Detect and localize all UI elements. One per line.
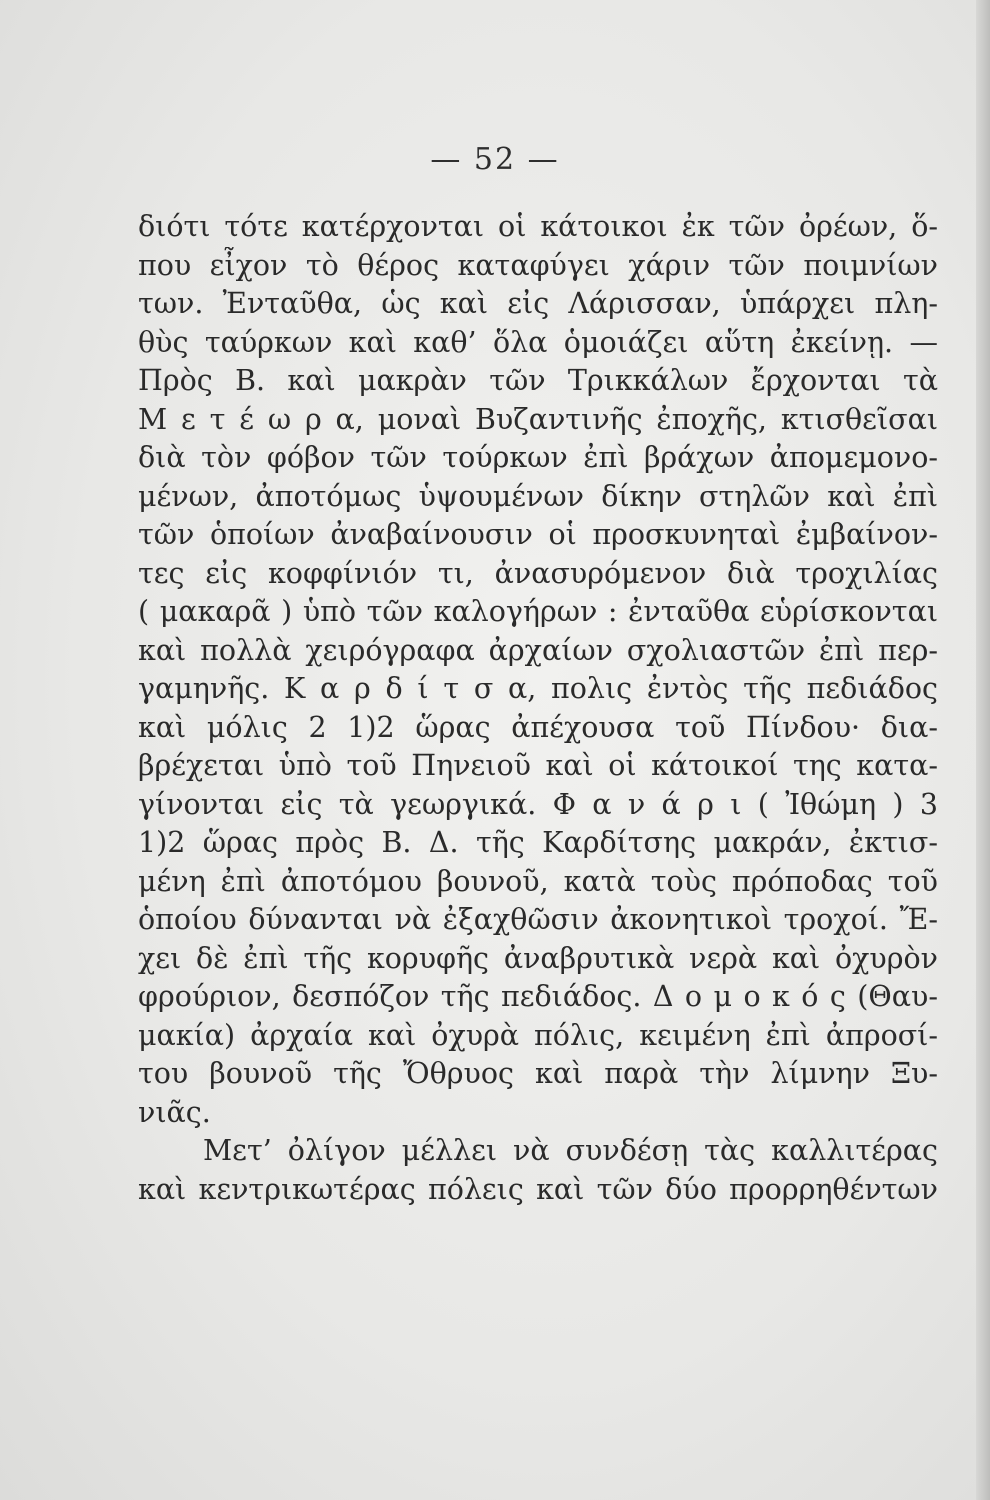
text-line: μένη ἐπὶ ἀποτόμου βουνοῦ, κατὰ τοὺς πρόποδας τοῦ [138,864,938,898]
page-number: — 52 — [430,142,560,177]
text-line: βρέχεται ὑπὸ τοῦ Πηνειοῦ καὶ οἱ κάτοικοί της κατα- [138,749,938,782]
text-line: τες εἰς κοφφίνιόν τι, ἀνασυρόμενον διὰ τροχιλίας [138,556,938,590]
text-line: τῶν ὁποίων ἀναβαίνουσιν οἱ προσκυνηταὶ ἐμβαίνον- [138,518,938,551]
text-line: Μ ε τ έ ω ρ α, μοναὶ Βυζαντινῆς ἐποχῆς, κτισθεῖσαι [138,402,938,436]
text-line: ὁποίου δύνανται νὰ ἐξαχθῶσιν ἀκονητικοὶ τροχοί. Ἔ- [138,903,938,936]
text-line: του βουνοῦ τῆς Ὄθρυος καὶ παρὰ τὴν λίμνην Ξυ- [138,1057,938,1090]
text-line: Μετ’ ὀλίγον μέλλει νὰ συνδέσῃ τὰς καλλιτέρας [203,1134,938,1167]
text-line: νιᾶς. [138,1095,211,1129]
text-line: γαμηνῆς. Κ α ρ δ ί τ σ α, πολις ἐντὸς τῆς πεδιάδος [138,672,938,705]
text-line: που εἶχον τὸ θέρος καταφύγει χάριν τῶν ποιμνίων [138,248,938,282]
text-line: φρούριον, δεσπόζον τῆς πεδιάδος. Δ ο μ ο κ ό ς (Θαυ- [138,980,938,1013]
body-text [138,208,938,1209]
text-line: γίνονται εἰς τὰ γεωργικά. Φ α ν ά ρ ι ( Ἰθώμη ) 3 [138,787,938,821]
text-line: θὺς ταύρκων καὶ καθ’ ὅλα ὁμοιάζει αὕτη ἐκείνῃ. — [138,325,938,359]
text-line: χει δὲ ἐπὶ τῆς κορυφῆς ἀναβρυτικὰ νερὰ καὶ ὀχυρὸν [138,941,938,975]
text-line: Πρὸς Β. καὶ μακρὰν τῶν Τρικκάλων ἔρχονται τὰ [138,364,938,397]
page-edge [976,0,990,1500]
text-line: μακία) ἀρχαία καὶ ὀχυρὰ πόλις, κειμένη ἐπὶ ἀπροσί- [138,1018,938,1052]
text-line: διότι τότε κατέρχονται οἱ κάτοικοι ἐκ τῶν ὀρέων, ὅ- [138,210,938,243]
text-line: καὶ κεντρικωτέρας πόλεις καὶ τῶν δύο προρρηθέντων [138,1172,938,1206]
text-line: μένων, ἀποτόμως ὑψουμένων δίκην στηλῶν καὶ ἐπὶ [138,479,938,513]
text-line: ( μακαρᾶ ) ὑπὸ τῶν καλογήρων : ἐνταῦθα εὑρίσκονται [138,595,938,628]
text-line: 1)2 ὥρας πρὸς Β. Δ. τῆς Καρδίτσης μακράν, ἐκτισ- [138,826,938,859]
text-line: των. Ἐνταῦθα, ὡς καὶ εἰς Λάρισσαν, ὑπάρχει πλη- [138,287,938,320]
text-line: διὰ τὸν φόβον τῶν τούρκων ἐπὶ βράχων ἀπομεμονο- [138,441,938,474]
text-line: καὶ μόλις 2 1)2 ὥρας ἀπέχουσα τοῦ Πίνδου· δια- [138,710,938,744]
text-line: καὶ πολλὰ χειρόγραφα ἀρχαίων σχολιαστῶν ἐπὶ περ- [138,633,938,667]
